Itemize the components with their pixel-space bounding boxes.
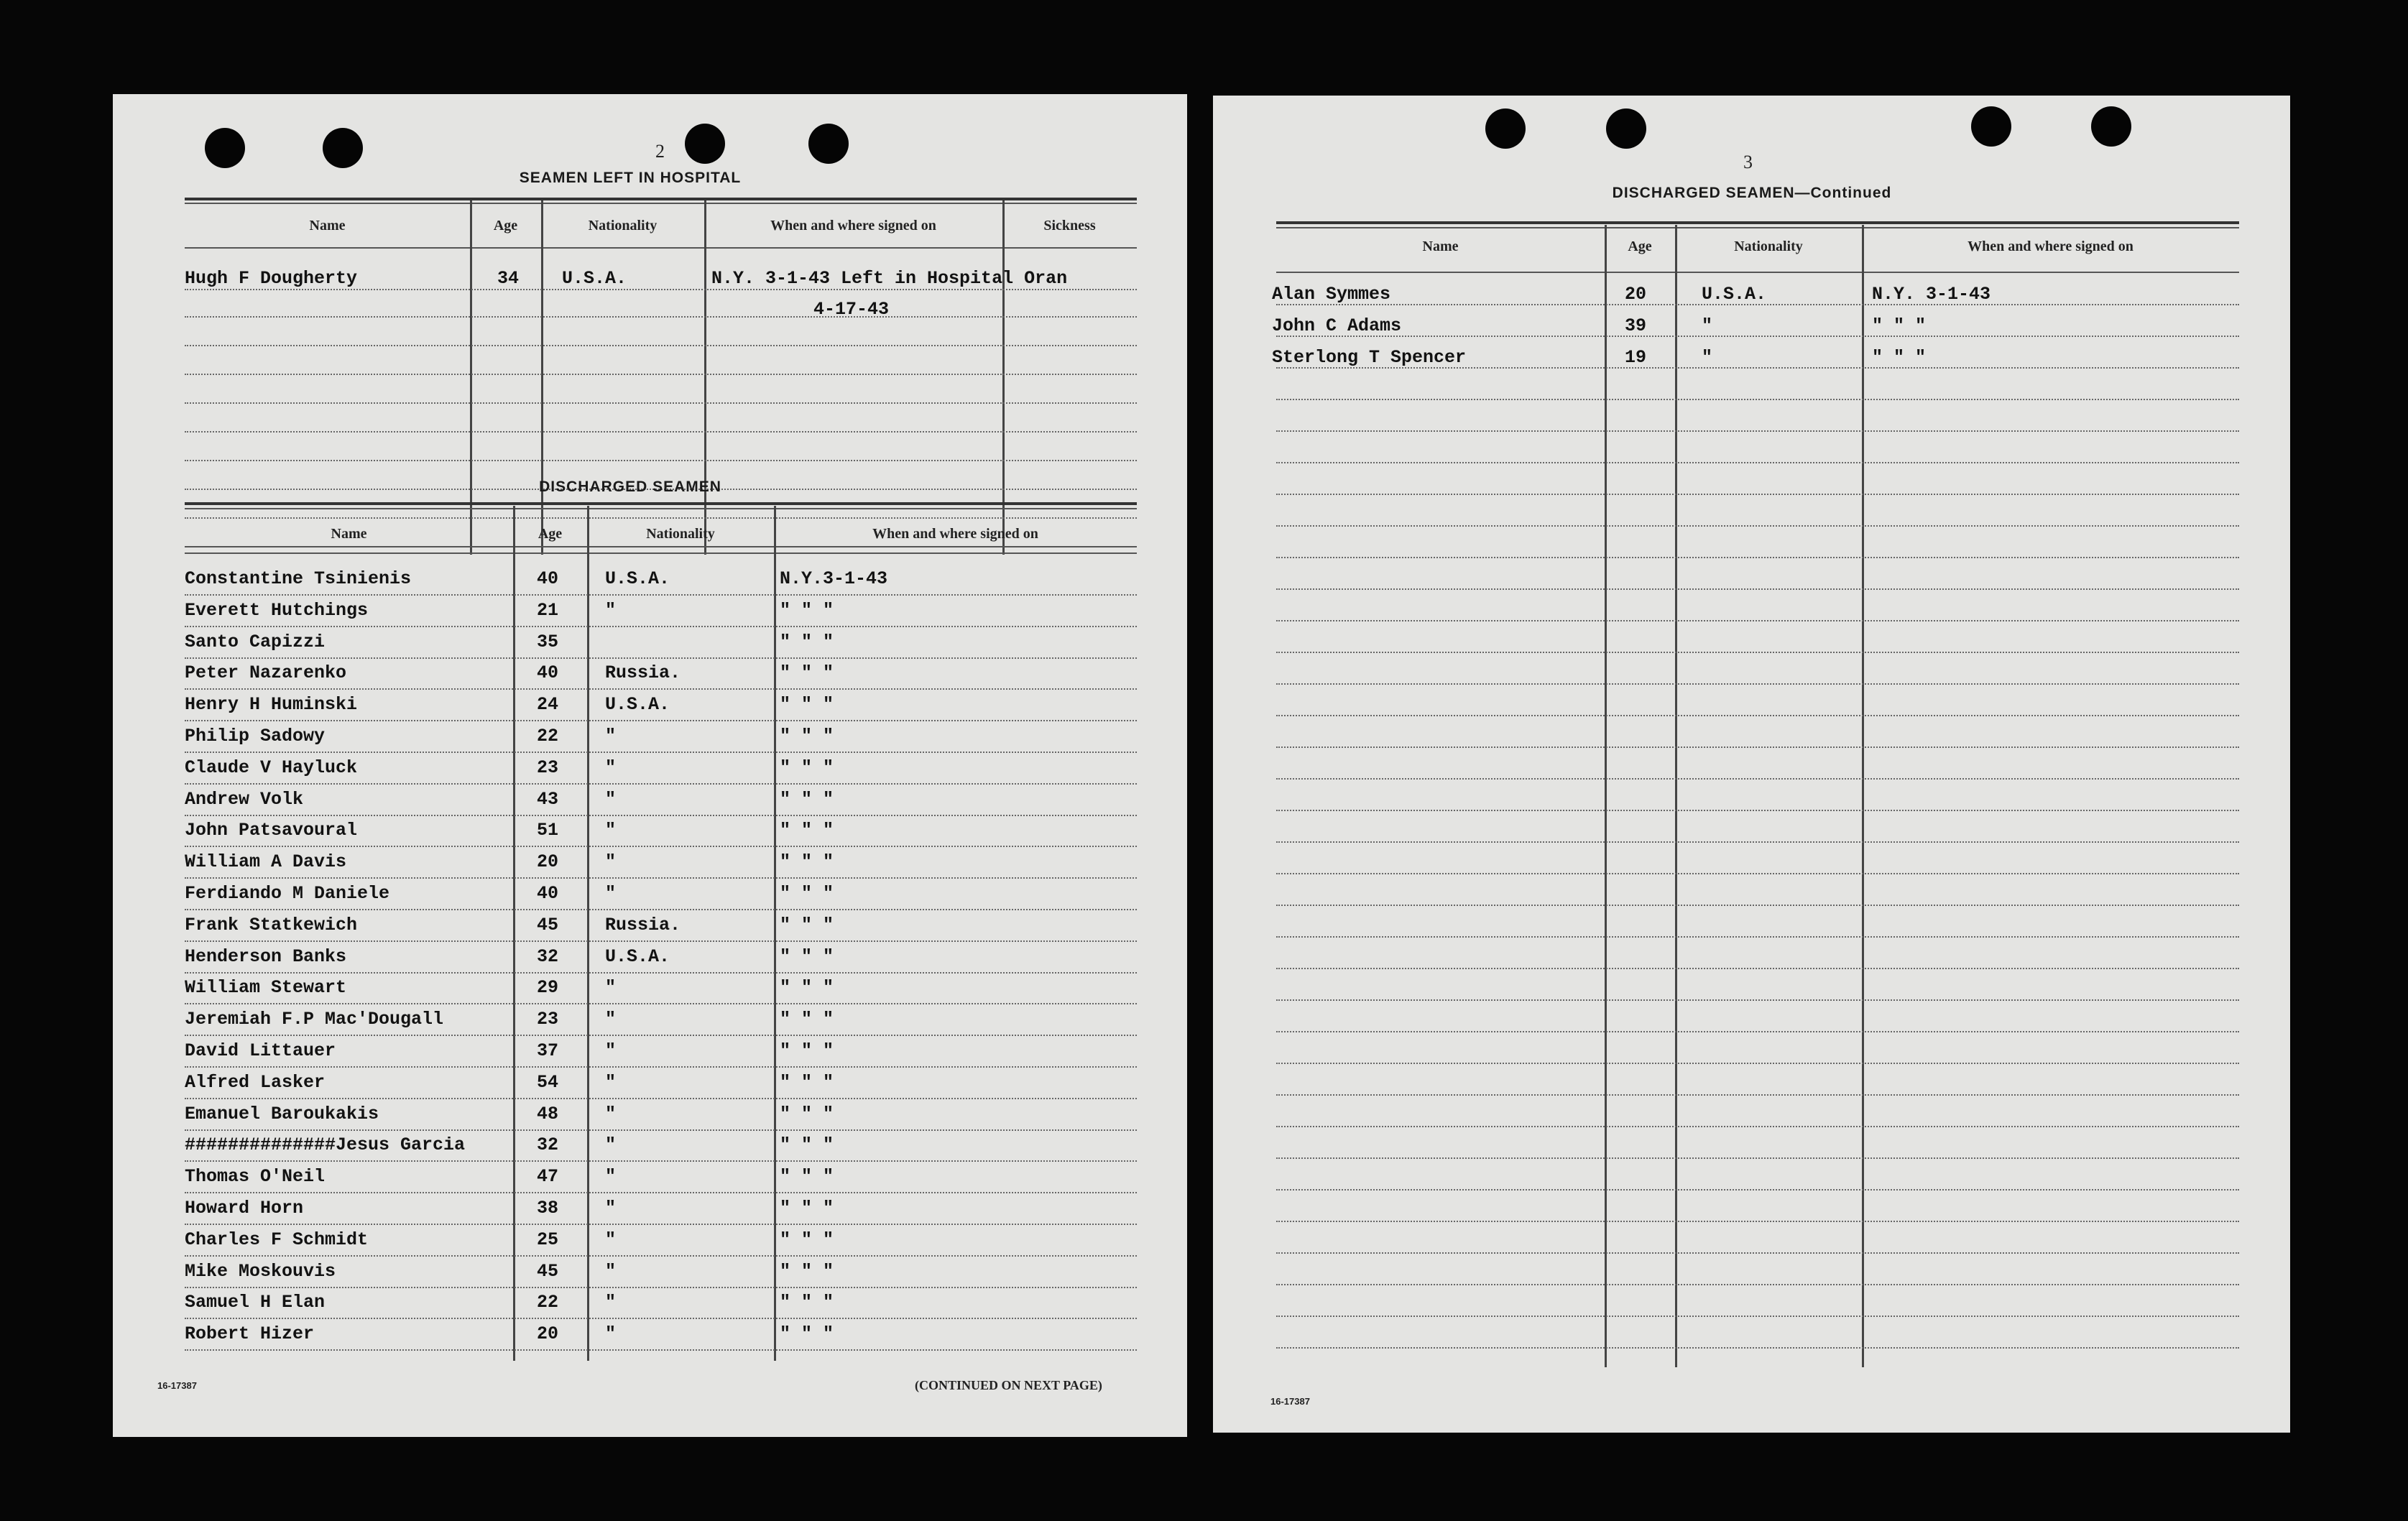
seaman-age: 21 bbox=[537, 600, 559, 621]
row-rule bbox=[1276, 525, 2239, 527]
row-rule bbox=[1276, 905, 2239, 906]
row-rule bbox=[185, 594, 1137, 596]
seaman-name: ##############Jesus Garcia bbox=[185, 1134, 466, 1155]
seaman-name: William A Davis bbox=[185, 851, 347, 872]
row-rule bbox=[1276, 999, 2239, 1001]
seaman-age: 32 bbox=[537, 946, 559, 967]
seaman-name: David Littauer bbox=[185, 1040, 336, 1061]
seaman-nationality: " bbox=[605, 851, 617, 872]
row-rule bbox=[1276, 557, 2239, 558]
punch-hole bbox=[323, 128, 363, 168]
hospital-section-title: SEAMEN LEFT IN HOSPITAL bbox=[519, 170, 742, 186]
seaman-name: Frank Statkewich bbox=[185, 915, 358, 935]
header-age: Age bbox=[538, 526, 563, 542]
row-rule bbox=[1276, 620, 2239, 621]
row-rule bbox=[185, 1192, 1137, 1193]
hospital-signed-on-date: 4-17-43 bbox=[813, 299, 890, 320]
row-rule bbox=[185, 752, 1137, 753]
row-rule bbox=[1276, 494, 2239, 495]
seaman-name: Alfred Lasker bbox=[185, 1072, 326, 1093]
seaman-nationality: " bbox=[605, 1134, 617, 1155]
seaman-signed-on: " " " bbox=[780, 1198, 834, 1219]
seaman-signed-on: " " " bbox=[780, 1261, 834, 1282]
page-left bbox=[113, 94, 1187, 1437]
seaman-nationality: " bbox=[605, 1009, 617, 1030]
row-rule bbox=[185, 657, 1137, 659]
seaman-name: Emanuel Baroukakis bbox=[185, 1104, 379, 1124]
seaman-signed-on: " " " bbox=[780, 1166, 834, 1187]
seaman-nationality: " bbox=[605, 789, 617, 810]
seaman-signed-on: N.Y. 3-1-43 bbox=[1872, 284, 1991, 305]
row-rule bbox=[185, 1129, 1137, 1131]
seaman-signed-on: " " " bbox=[780, 820, 834, 841]
seaman-nationality: U.S.A. bbox=[605, 946, 670, 967]
seaman-signed-on: " " " bbox=[780, 851, 834, 872]
seaman-signed-on: " " " bbox=[780, 632, 834, 652]
seaman-signed-on: " " " bbox=[780, 883, 834, 904]
seaman-signed-on: " " " bbox=[780, 789, 834, 810]
continued-footer: (CONTINUED ON NEXT PAGE) bbox=[915, 1378, 1102, 1392]
hospital-age: 34 bbox=[497, 268, 520, 289]
row-rule bbox=[185, 1160, 1137, 1162]
seaman-nationality: U.S.A. bbox=[1702, 284, 1767, 305]
seaman-nationality: " bbox=[605, 1104, 617, 1124]
row-rule bbox=[1276, 1094, 2239, 1096]
seaman-age: 38 bbox=[537, 1198, 559, 1219]
row-rule bbox=[1276, 746, 2239, 748]
row-rule bbox=[185, 626, 1137, 627]
punch-hole bbox=[808, 124, 849, 164]
seaman-name: Sterlong T Spencer bbox=[1272, 347, 1467, 368]
row-rule bbox=[1276, 1189, 2239, 1191]
punch-hole bbox=[1971, 106, 2011, 147]
seaman-nationality: " bbox=[605, 1292, 617, 1313]
punch-hole bbox=[1606, 108, 1646, 149]
seaman-nationality: " bbox=[605, 883, 617, 904]
header-name: Name bbox=[1422, 239, 1459, 254]
seaman-age: 45 bbox=[537, 1261, 559, 1282]
seaman-nationality: Russia. bbox=[605, 662, 681, 683]
row-rule bbox=[185, 1318, 1137, 1319]
seaman-signed-on: " " " bbox=[780, 1229, 834, 1250]
seaman-signed-on: " " " bbox=[780, 1323, 834, 1344]
row-rule bbox=[185, 1098, 1137, 1099]
header-nationality: Nationality bbox=[1734, 239, 1803, 254]
row-rule bbox=[185, 877, 1137, 879]
punch-hole bbox=[1485, 108, 1526, 149]
seaman-nationality: U.S.A. bbox=[605, 568, 670, 589]
row-rule bbox=[1276, 1126, 2239, 1127]
seaman-nationality: " bbox=[605, 1229, 617, 1250]
row-rule bbox=[185, 1255, 1137, 1257]
seaman-age: 40 bbox=[537, 568, 559, 589]
header-age: Age bbox=[1628, 239, 1652, 254]
seaman-age: 24 bbox=[537, 694, 559, 715]
discharged-continued-title: DISCHARGED SEAMEN—Continued bbox=[1612, 185, 1892, 201]
seaman-age: 45 bbox=[537, 915, 559, 935]
seaman-nationality: " bbox=[605, 1040, 617, 1061]
header-nationality: Nationality bbox=[646, 526, 715, 542]
seaman-nationality: " bbox=[605, 977, 617, 998]
seaman-name: Peter Nazarenko bbox=[185, 662, 347, 683]
row-rule bbox=[1276, 1157, 2239, 1159]
row-rule bbox=[1276, 1252, 2239, 1254]
row-rule bbox=[1276, 1347, 2239, 1349]
header-sickness: Sickness bbox=[1043, 218, 1096, 234]
row-rule bbox=[1276, 399, 2239, 400]
seaman-nationality: U.S.A. bbox=[605, 694, 670, 715]
hospital-name: Hugh F Dougherty bbox=[185, 268, 358, 289]
seaman-nationality: " bbox=[605, 1323, 617, 1344]
row-rule bbox=[1276, 588, 2239, 590]
seaman-age: 23 bbox=[537, 1009, 559, 1030]
seaman-age: 35 bbox=[537, 632, 559, 652]
seaman-name: Samuel H Elan bbox=[185, 1292, 326, 1313]
seaman-signed-on: " " " bbox=[780, 1134, 834, 1155]
row-rule bbox=[185, 846, 1137, 847]
row-rule bbox=[185, 1035, 1137, 1036]
row-rule bbox=[1276, 810, 2239, 811]
seaman-name: Robert Hizer bbox=[185, 1323, 315, 1344]
row-rule bbox=[185, 783, 1137, 785]
row-rule bbox=[1276, 1316, 2239, 1317]
row-rule bbox=[185, 1224, 1137, 1225]
seaman-nationality: " bbox=[605, 600, 617, 621]
seaman-nationality: " bbox=[605, 726, 617, 746]
row-rule bbox=[185, 720, 1137, 721]
seaman-age: 23 bbox=[537, 757, 559, 778]
discharged-section-title: DISCHARGED SEAMEN bbox=[539, 479, 721, 495]
row-rule bbox=[185, 1349, 1137, 1351]
seaman-signed-on: " " " bbox=[780, 1104, 834, 1124]
seaman-signed-on: " " " bbox=[780, 757, 834, 778]
header-age: Age bbox=[493, 218, 518, 234]
row-rule bbox=[1276, 1284, 2239, 1285]
seaman-nationality: " bbox=[605, 1261, 617, 1282]
hospital-nationality: U.S.A. bbox=[562, 268, 627, 289]
row-rule bbox=[1276, 462, 2239, 463]
seaman-name: Mike Moskouvis bbox=[185, 1261, 336, 1282]
header-signed-on: When and where signed on bbox=[1968, 239, 2133, 254]
row-rule bbox=[185, 909, 1137, 910]
seaman-name: Everett Hutchings bbox=[185, 600, 369, 621]
seaman-age: 20 bbox=[1625, 284, 1647, 305]
seaman-age: 32 bbox=[537, 1134, 559, 1155]
seaman-age: 19 bbox=[1625, 347, 1647, 368]
seaman-name: Henry H Huminski bbox=[185, 694, 358, 715]
seaman-nationality: " bbox=[605, 1166, 617, 1187]
form-id: 16-17387 bbox=[157, 1380, 197, 1391]
seaman-signed-on: " " " bbox=[780, 1009, 834, 1030]
seaman-signed-on: " " " bbox=[780, 600, 834, 621]
seaman-signed-on: " " " bbox=[780, 1072, 834, 1093]
row-rule bbox=[185, 1066, 1137, 1068]
seaman-name: Philip Sadowy bbox=[185, 726, 326, 746]
page-right bbox=[1213, 96, 2290, 1433]
seaman-name: Andrew Volk bbox=[185, 789, 304, 810]
seaman-age: 22 bbox=[537, 1292, 559, 1313]
seaman-name: John C Adams bbox=[1272, 315, 1402, 336]
page-number: 3 bbox=[1743, 152, 1753, 172]
header-name: Name bbox=[309, 218, 346, 234]
seaman-signed-on: N.Y.3-1-43 bbox=[780, 568, 888, 589]
seaman-nationality: " bbox=[605, 1072, 617, 1093]
seaman-name: Thomas O'Neil bbox=[185, 1166, 326, 1187]
row-rule bbox=[1276, 715, 2239, 716]
seaman-age: 37 bbox=[537, 1040, 559, 1061]
seaman-age: 22 bbox=[537, 726, 559, 746]
row-rule bbox=[1276, 1221, 2239, 1222]
seaman-nationality: " bbox=[605, 1198, 617, 1219]
seaman-signed-on: " " " bbox=[1872, 347, 1927, 368]
seaman-name: Henderson Banks bbox=[185, 946, 347, 967]
seaman-name: Alan Symmes bbox=[1272, 284, 1391, 305]
row-rule bbox=[185, 972, 1137, 974]
seaman-name: Constantine Tsinienis bbox=[185, 568, 412, 589]
seaman-age: 43 bbox=[537, 789, 559, 810]
seaman-age: 40 bbox=[537, 883, 559, 904]
seaman-age: 20 bbox=[537, 851, 559, 872]
row-rule bbox=[185, 1003, 1137, 1004]
row-rule bbox=[185, 940, 1137, 942]
seaman-signed-on: " " " bbox=[780, 662, 834, 683]
seaman-age: 47 bbox=[537, 1166, 559, 1187]
seaman-nationality: Russia. bbox=[605, 915, 681, 935]
seaman-age: 54 bbox=[537, 1072, 559, 1093]
header-signed-on: When and where signed on bbox=[770, 218, 936, 234]
row-rule bbox=[1276, 1031, 2239, 1032]
row-rule bbox=[1276, 1063, 2239, 1064]
seaman-signed-on: " " " bbox=[780, 946, 834, 967]
seaman-signed-on: " " " bbox=[780, 977, 834, 998]
seaman-age: 48 bbox=[537, 1104, 559, 1124]
seaman-name: Claude V Hayluck bbox=[185, 757, 358, 778]
seaman-age: 25 bbox=[537, 1229, 559, 1250]
seaman-name: Charles F Schmidt bbox=[185, 1229, 369, 1250]
row-rule bbox=[1276, 968, 2239, 969]
row-rule bbox=[1276, 841, 2239, 843]
seaman-nationality: " bbox=[605, 820, 617, 841]
seaman-age: 51 bbox=[537, 820, 559, 841]
hospital-signed-on: N.Y. 3-1-43 Left in Hospital Oran bbox=[711, 268, 1068, 289]
seaman-age: 29 bbox=[537, 977, 559, 998]
seaman-age: 20 bbox=[537, 1323, 559, 1344]
row-rule bbox=[1276, 430, 2239, 432]
seaman-name: Ferdiando M Daniele bbox=[185, 883, 390, 904]
seaman-name: Santo Capizzi bbox=[185, 632, 326, 652]
seaman-nationality: " bbox=[605, 757, 617, 778]
seaman-name: Howard Horn bbox=[185, 1198, 304, 1219]
row-rule bbox=[185, 1287, 1137, 1288]
row-rule bbox=[1276, 683, 2239, 685]
seaman-age: 39 bbox=[1625, 315, 1647, 336]
row-rule bbox=[1276, 873, 2239, 874]
row-rule bbox=[1276, 652, 2239, 653]
form-id: 16-17387 bbox=[1270, 1396, 1310, 1407]
punch-hole bbox=[2091, 106, 2131, 147]
seaman-signed-on: " " " bbox=[780, 726, 834, 746]
row-rule bbox=[1276, 936, 2239, 938]
header-nationality: Nationality bbox=[588, 218, 658, 234]
row-rule bbox=[185, 815, 1137, 816]
header-name: Name bbox=[331, 526, 367, 542]
row-rule bbox=[1276, 778, 2239, 780]
seaman-signed-on: " " " bbox=[780, 1040, 834, 1061]
seaman-signed-on: " " " bbox=[780, 1292, 834, 1313]
row-rule bbox=[185, 688, 1137, 690]
seaman-signed-on: " " " bbox=[1872, 315, 1927, 336]
row-rule bbox=[1276, 336, 2239, 337]
seaman-name: Jeremiah F.P Mac'Dougall bbox=[185, 1009, 444, 1030]
seaman-age: 40 bbox=[537, 662, 559, 683]
seaman-signed-on: " " " bbox=[780, 915, 834, 935]
seaman-name: John Patsavoural bbox=[185, 820, 358, 841]
punch-hole bbox=[685, 124, 725, 164]
seaman-nationality: " bbox=[1702, 315, 1713, 336]
punch-hole bbox=[205, 128, 245, 168]
seaman-nationality: " bbox=[1702, 347, 1713, 368]
header-signed-on: When and where signed on bbox=[872, 526, 1038, 542]
page-number: 2 bbox=[655, 141, 665, 162]
seaman-name: William Stewart bbox=[185, 977, 347, 998]
seaman-signed-on: " " " bbox=[780, 694, 834, 715]
